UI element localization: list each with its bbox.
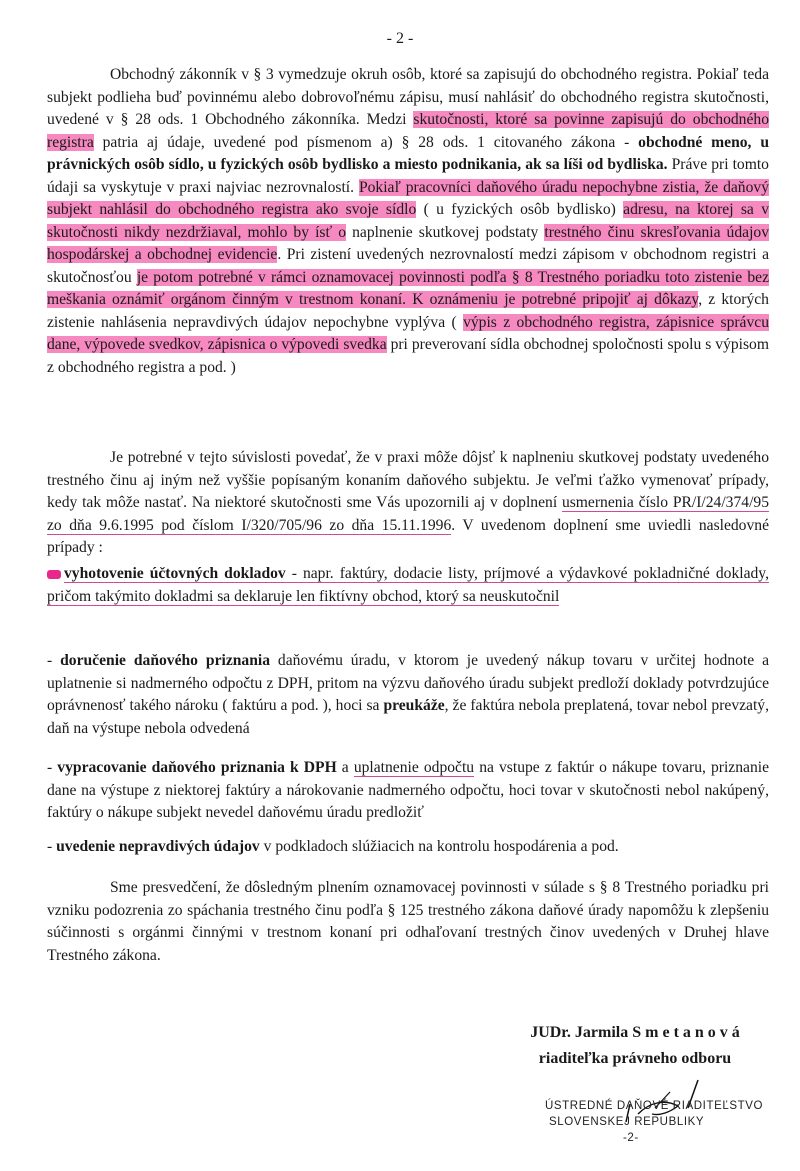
text-run: v podkladoch slúžiacich na kontrolu hospodárenia a pod. [259,838,619,855]
highlight-run: je potom potrebné v rámci oznamovacej povinnosti podľa § 8 Trestného poriadku toto zistenie bez meškania oznámiť orgánom činným v trestnom konaní. K oznámeniu je potrebné pripojiť aj dôkazy [47,268,770,308]
bold-run: doručenie daňového priznania [60,652,271,669]
bold-run: uvedenie nepravdivých údajov [56,838,260,855]
paragraph-conclusion: Sme presvedčení, že dôsledným plnením oznamovacej povinnosti v súlade s § 8 Trestného poriadku pri vzniku podozrenia zo spáchania trestného činu podľa § 125 trestného zákona daňové úrady napomôžu k zlepšeniu súčinnosti s orgánmi činnými v trestnom konaní pri odhaľovaní trestných činov uvedených v Druhej hlave Trestného zákona. [47,879,769,964]
stamp-line-3: -2- [623,1132,639,1144]
text-run: daňovému úradu, v ktorom je uvedený nákup tovaru v určitej hodnote a uplatnenie si nadmerného odpočtu z DPH, pritom na výzvu daňového úradu subjekt predloží doklady potvrdzujúce oprávnenosť takého nároku ( faktúru a pod. ), hoci sa [47,652,769,714]
dash: - [47,759,58,776]
highlight-run: adresu, na ktorej sa v skutočnosti nikdy nezdržiaval, mohlo by ísť o [47,201,769,241]
text-run: Práve pri tomto údaji sa vyskytuje v praxi najviac nezrovnalostí. [47,156,769,196]
text-run: patria aj údaje, uvedené pod písmenom a) § 28 ods. 1 citovaného zákona - [93,133,639,151]
official-stamp [545,1098,764,1146]
text-run: pri preverovaní sídla obchodnej spoločnosti spolu s výpisom z obchodného registra a pod. ) [47,336,769,376]
text-run: Je potrebné v tejto súvislosti povedať, že v praxi môže dôjsť k naplneniu skutkovej podstaty uvedeného trestného činu aj iným než vyššie popísaným konaním daňového subjektu. Je veľmi ťažko vymenovať prípady, kedy tak môže nastať. Na niektoré skutočnosti sme Vás upozornili aj v doplnení [47,449,769,511]
case-item-vat-return [47,757,769,825]
highlight-run: skutočnosti, ktoré sa povinne zapisujú do obchodného registra [47,111,769,151]
underlined-run: uplatnenie odpočtu [353,759,475,776]
text-run: - napr. faktúry, dodacie listy, príjmové a výdavkové pokladničné doklady, pričom takýmito dokladmi sa deklaruje len fiktívny obchod, ktorý sa neuskutočnil [47,565,769,605]
page-number: - 2 - [386,30,414,47]
highlight-run: trestného činu skresľovania údajov hospodárskej a obchodnej evidencie [47,223,770,263]
text-run: . Pri zistení uvedených nezrovnalostí medzi zápisom v obchodnom registri a skutočnosťou [47,246,769,286]
signatory-name: JUDr. Jarmila S m e t a n o v á [530,1024,740,1041]
case-item-false-data [47,836,769,859]
text-run: Obchodný zákonník v § 3 vymedzuje okruh osôb, ktoré sa zapisujú do obchodného registra. Pokiaľ teda subjekt podlieha buď povinnému alebo dobrovoľnému zápisu, musí nahlásiť do obchodného registra skutočnosti, uvedené v § 28 ods. 1 Obchodného zákonníka. Medzi [47,66,769,128]
dash: - [47,838,57,855]
bold-run: vypracovanie daňového priznania k DPH [57,759,337,776]
paragraph-registry [47,64,769,379]
bold-run: obchodné meno, u právnických osôb sídlo, u fyzických osôb bydlisko a miesto podnikania, ak sa líši od bydliska. [47,133,769,173]
text-run: , z ktorých zistenie nahlásenia nepravdivých údajov nepochybne vyplýva ( [47,291,769,331]
case-item-accounting-documents [47,563,769,608]
text-run: . V uvedenom doplnení sme uviedli nasledovné prípady : [47,516,769,556]
highlight-run: výpis z obchodného registra, zápisnice správcu dane, výpovede svedkov, zápisnica o výpovedi svedka [47,313,769,353]
text-run: ( u fyzických osôb bydlisko) [416,201,624,218]
signature-block [500,1020,770,1072]
highlight-run: Pokiaľ pracovníci daňového úradu nepochybne zistia, že daňový subjekt nahlásil do obchodného registra ako svoje sídlo [47,178,769,218]
underlined-run: usmernenia číslo PR/I/24/374/95 zo dňa 9.6.1995 pod číslom I/320/705/96 zo dňa 15.11.1996 [47,494,769,534]
bold-run: vyhotovenie účtovných dokladov [64,565,286,582]
dash: - [47,652,61,669]
bold-run: preukáže [383,697,445,714]
text-run: naplnenie skutkovej podstaty [346,223,545,241]
text-run: na vstupe z faktúr o nákupe tovaru, priznanie dane na výstupe z niektorej faktúry a nárokovanie nadmerného odpočtu, hoci tovar v skutočnosti nebol nakúpený, faktúry o nákupe subjekt nevedel daňovému úradu predložiť [47,759,769,821]
case-item-tax-return [47,650,769,740]
text-run: a [336,759,354,776]
stamp-line-1: ÚSTREDNÉ DAŇOVÉ RIADITEĽSTVO [545,1100,764,1112]
stamp-line-2: SLOVENSKEJ REPUBLIKY [549,1116,705,1128]
highlight-dash-mark [47,570,61,579]
text-run: , že faktúra nebola preplatená, tovar nebol prevzatý, daň na výstupe nebola odvedená [47,697,769,737]
signatory-title: riaditeľka právneho odboru [538,1050,732,1067]
paragraph-cases-intro [47,447,769,560]
